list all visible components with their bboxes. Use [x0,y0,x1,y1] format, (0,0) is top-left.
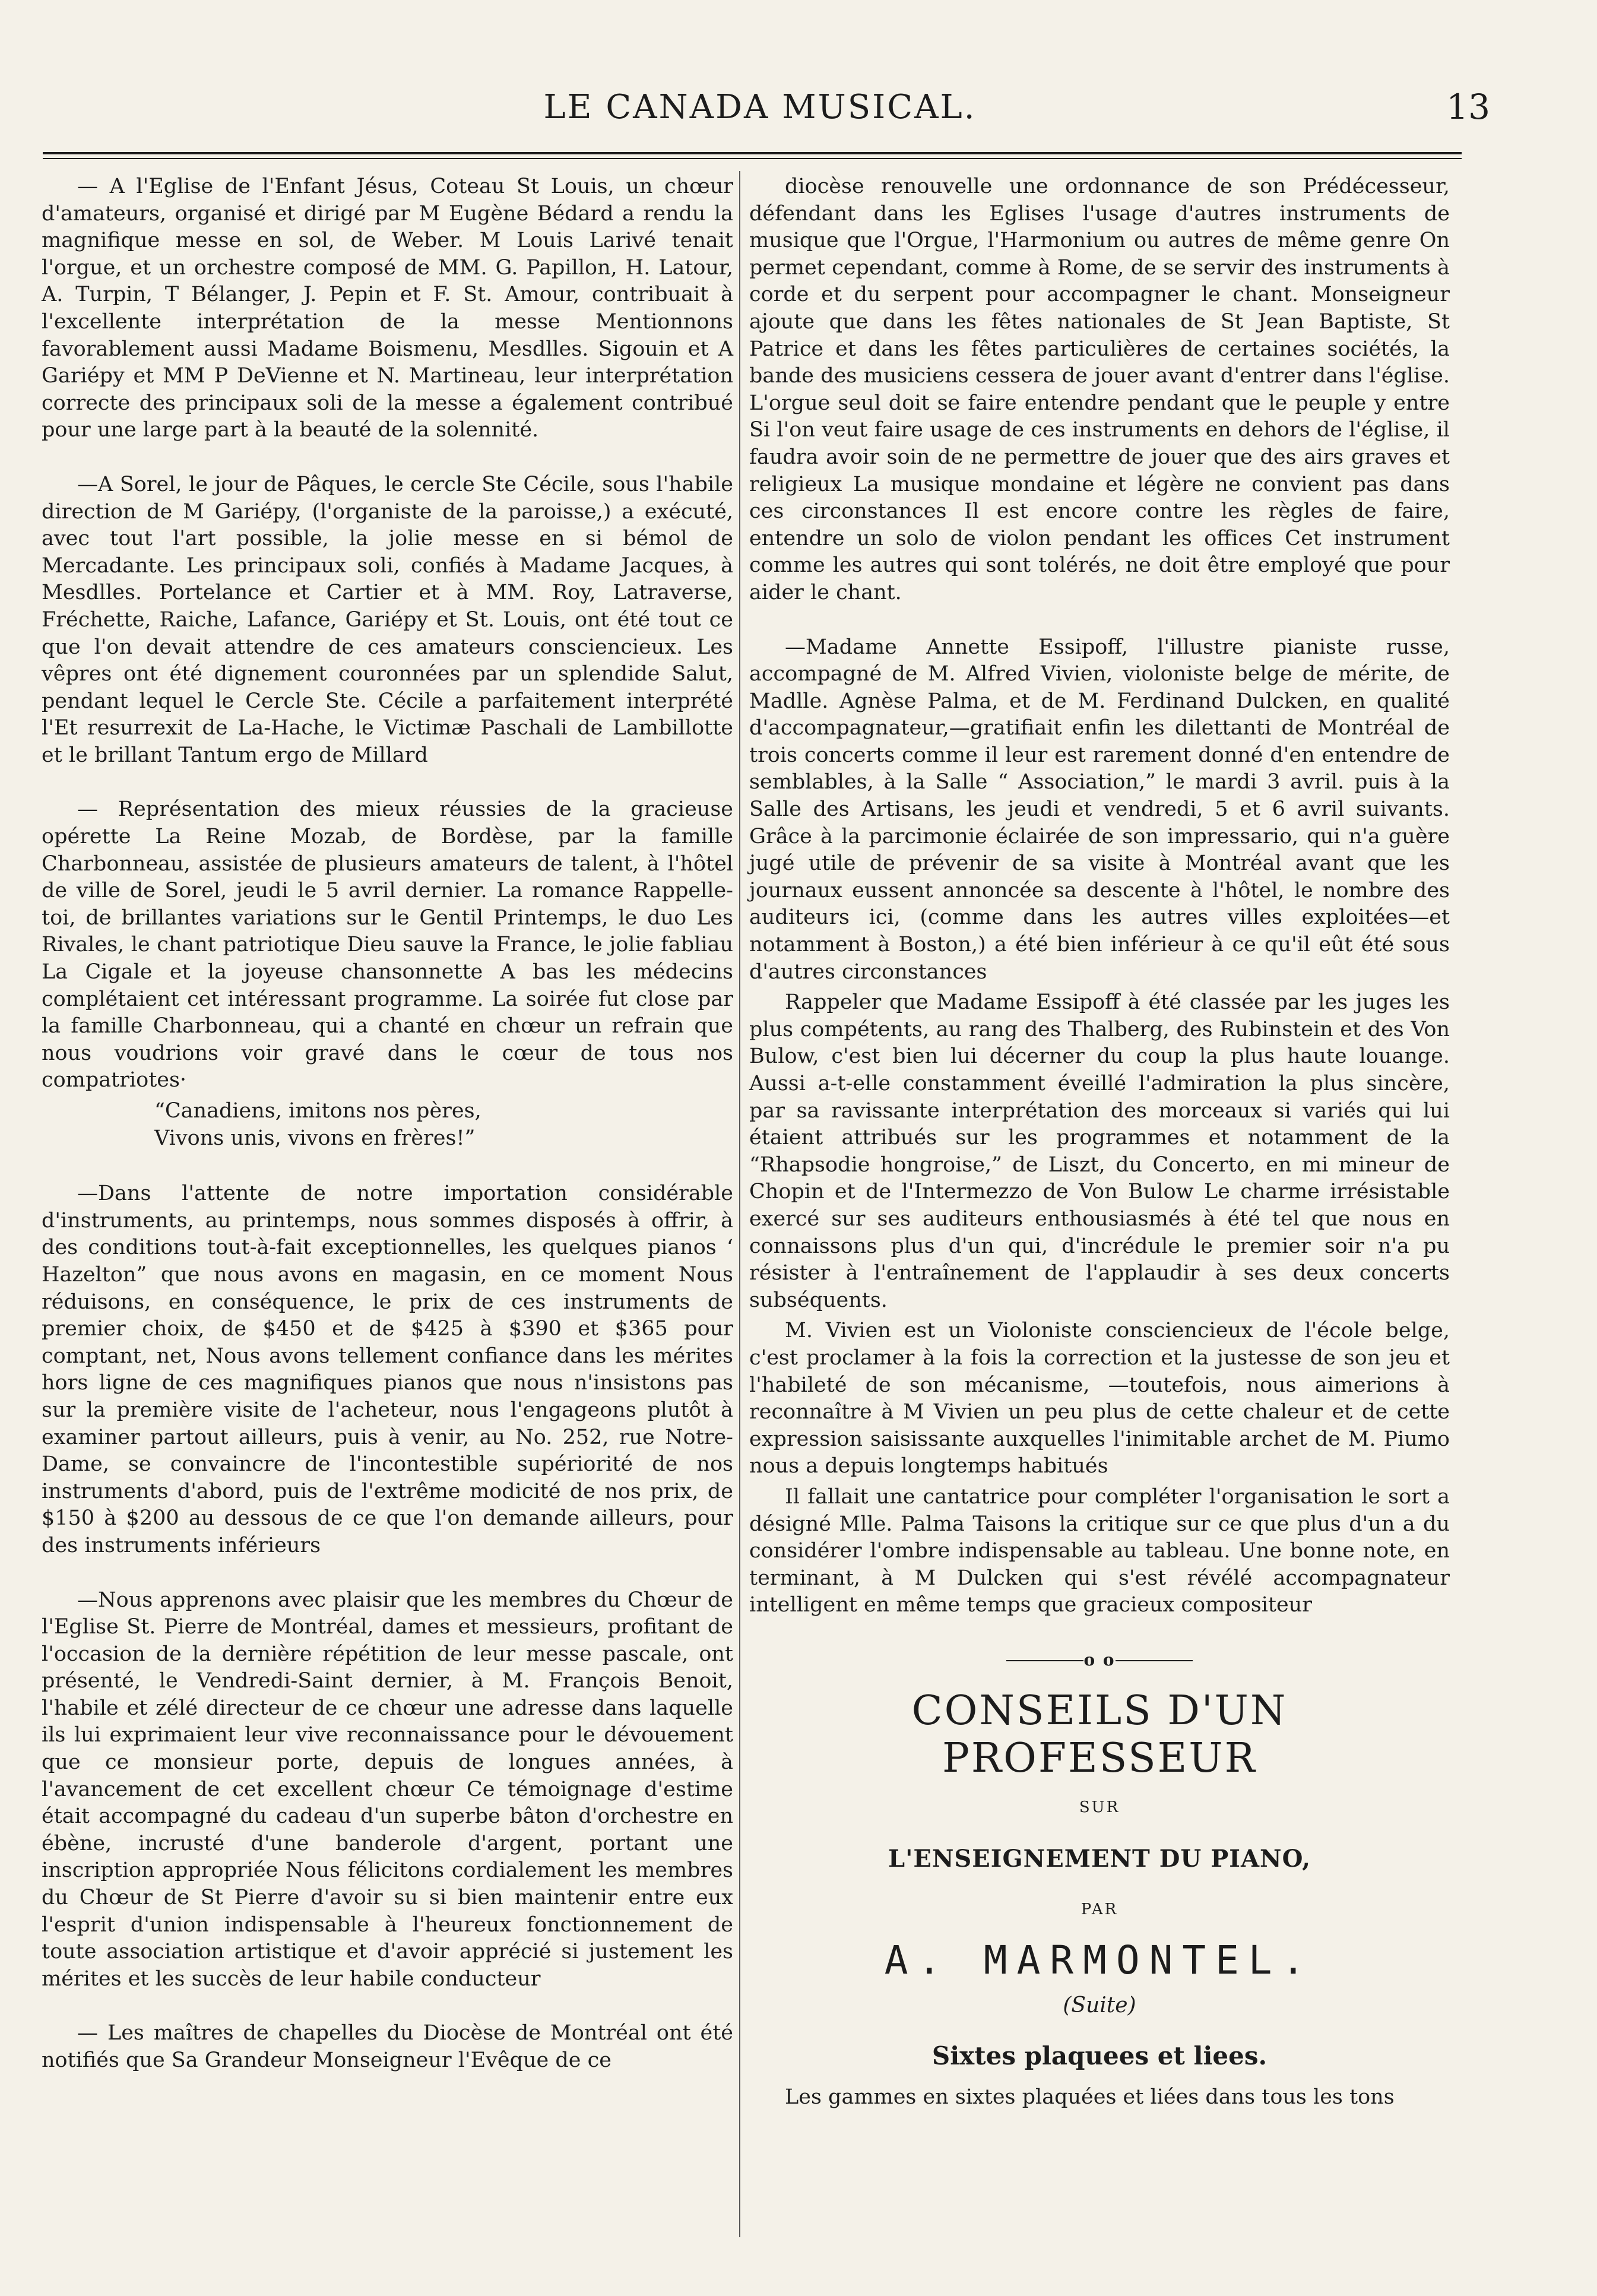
article-choeur-st-pierre: —Nous apprenons avec plaisir que les membres du Chœur de l'Eglise St. Pierre de Montréal, dames et messieurs, profitant de l'occasion de la dernière répétition de leur messe pascale, ont présenté, le Vendredi-Saint dernier, à M. François Benoit, l'habile et zélé directeur de ce chœur une adresse dans laquelle ils lui exprimaient leur vive reconnaissance pour le dévouement que ce monsieur porte, depuis de longues années, à l'avancement de cet excellent chœur Ce témoignage d'estime était accompagné du cadeau d'un superbe bâton d'orchestre en ébène, incrusté d'une banderole d'argent, portant une inscription appropriée Nous félicitons cordialement les membres du Chœur de St Pierre d'avoir su si bien maintenir entre eux l'esprit d'union indispensable à l'heureux fonctionnement de toute association artistique et d'avoir apprécié si justement les mérites et les succès de leur habile conducteur [42,1588,733,1991]
subsection-heading: Sixtes plaquees et liees. [931,2041,1268,2071]
article-reine-mozab: — Représentation des mieux réussies de la gracieuse opérette La Reine Mozab, de Bordèse, par la famille Charbonneau, assistée de plusieurs amateurs de talent, à l'hôtel de ville de Sorel, jeudi le 5 avril dernier. La romance Rappelle-toi, de brillantes variations sur le Gentil Printemps, le duo Les Rivales, le chant patriotique Dieu sauve la France, le jolie fabliau La Cigale et la joyeuse chansonnette A bas les médecins complétaient cet intéressant programme. La soirée fut close par la famille Charbonneau, qui a chanté en chœur un refrain que nous voudrions voir gravé dans le cœur de tous nos compatriotes· [42,797,733,1092]
section-sur: SUR [1079,1798,1120,1817]
article-vivien: M. Vivien est un Violoniste consciencieux de l'école belge, c'est proclamer à la fois la correction et la justesse de son jeu et l'habileté de son mécanisme, —toutefois, nous aimerions à reconnaître à M Vivien un peu plus de cette chaleur et de cette expression saisissante auxquelles l'inimitable archet de M. Piumo nous a depuis longtemps habitués [749,1319,1450,1478]
page-header [36,83,1490,127]
section-separator: o o [749,1646,1450,1674]
article-essipoff-louange: Rappeler que Madame Essipoff à été classée par les juges les plus compétents, au rang des Thalberg, des Rubinstein et des Von Bulow, c'est bien lui décerner du coup la plus haute louange. Aussi a-t-elle constamment éveillé l'admiration la plus sincère, par sa ravissante interprétation des morceaux si variés qui lui étaient attribués sur les programmes et notamment de la “Rhapsodie hongroise,” de Liszt, du Concerto, en mi mineur de Chopin et de l'Intermezzo de Von Bulow Le charme irrésistable exercé sur ses auditeurs enthousiasmés à été tel que nous en connaissons plus d'un qui, d'incrédule le premier soir n'a pu résister à l'entraînement de l'applaudir à ses deux concerts subséquents. [749,990,1450,1312]
subsection-text: Les gammes en sixtes plaquées et liées dans tous les tons [785,2085,1395,2110]
article-sorel-paques: —A Sorel, le jour de Pâques, le cercle Ste Cécile, sous l'habile direction de M Gariépy, (l'organiste de la paroisse,) a exécuté, avec tout l'art possible, la jolie messe en si bémol de Mercadante. Les principaux soli, confiés à Madame Jacques, à Mesdlles. Portelance et Cartier et à MM. Roy, Latraverse, Fréchette, Raiche, Lafance, Gariépy et St. Louis, ont été tout ce que l'on devait attendre de ces amateurs consciencieux. Les vêpres ont été dignement couronnées par un splendide Salut, pendant lequel le Cercle Ste. Cécile a parfaitement interprété l'Et resurrexit de La-Hache, le Victimæ Paschali de Lambillotte et le brillant Tantum ergo de Millard [42,472,733,767]
journal-title: LE CANADA MUSICAL. [543,88,977,126]
column-divider [739,171,740,2237]
page-number: 13 [1446,87,1490,127]
section-suite: (Suite) [1063,1993,1136,2018]
verse-line-2: Vivons unis, vivons en frères!” [154,1126,476,1150]
article-enfant-jesus: — A l'Eglise de l'Enfant Jésus, Coteau St Louis, un chœur d'amateurs, organisé et dirigé par M Eugène Bédard a rendu la magnifique messe en sol, de Weber. M Louis Larivé tenait l'orgue, et un orchestre composé de MM. G. Papillon, H. Latour, A. Turpin, T Bélanger, J. Pepin et F. St. Amour, contribuait à l'excellente interprétation de la messe Mentionnons favorablement aussi Madame Boismenu, Mesdlles. Sigouin et A Gariépy et MM P DeVienne et N. Martineau, leur interprétation correcte des principaux soli de la messe a également contribué pour une large part à la beauté de la solennité. [42,175,733,442]
right-column [749,173,1450,2139]
article-hazelton-pianos: —Dans l'attente de notre importation considérable d'instruments, au printemps, nous sommes disposés à offrir, à des conditions tout-à-fait exceptionnelles, les quelques pianos ‘ Hazelton” que nous avons en magasin, en ce moment Nous réduisons, en conséquence, le prix de ces instruments de premier choix, de $450 et de $425 à $390 et $365 pour comptant, net, Nous avons tellement confiance dans les mérites hors ligne de ces magnifiques pianos que nous n'insistons pas sur la première visite de l'acheteur, nous l'engageons plutôt à examiner partout ailleurs, puis à venir, au No. 252, rue Notre-Dame, se convaincre de l'incontestible supériorité de nos instruments d'abord, puis de l'extrême modicité de nos prix, de $150 à $200 au dessous de ce que l'on demande ailleurs, pour des instruments inférieurs [42,1182,733,1557]
left-column [42,173,733,2102]
article-palma-dulcken: Il fallait une cantatrice pour compléter l'organisation le sort a désigné Mlle. Palma Taisons la critique sur ce que plus d'un a du considérer l'ombre indispensable au tableau. Une bonne note, en terminant, à M Dulcken qui s'est révélé accompagnateur intelligent en même temps que gracieux compositeur [749,1484,1450,1617]
header-rule-thick [43,152,1462,154]
section-par: PAR [1080,1900,1118,1918]
verse-quote [42,1098,733,1152]
section-title: CONSEILS D'UN PROFESSEUR [911,1687,1288,1782]
section-subject: L'ENSEIGNEMENT DU PIANO, [888,1845,1311,1873]
header-rule-thin [43,158,1462,159]
article-ordonnance-continued: diocèse renouvelle une ordonnance de son Prédécesseur, défendant dans les Eglises l'usage d'autres instruments de musique que l'Orgue, l'Harmonium ou autres de même genre On permet cependant, comme à Rome, de se servir des instruments à corde et du serpent pour accompagner le chant. Monseigneur ajoute que dans les fêtes nationales de St Jean Baptiste, St Patrice et dans les fêtes particulières de certaines sociétés, la bande des musiciens cessera de jouer avant d'entrer dans l'église. L'orgue seul doit se faire entendre pendant que le peuple y entre Si l'on veut faire usage de ces instruments en dehors de l'église, il faudra avoir soin de ne permettre de jouer que des airs graves et religieux La musique mondaine et légère ne convient pas dans ces circonstances Il est encore contre les règles de faire, entendre un solo de violon pendant les offices Cet instrument comme les autres qui sont tolérés, ne doit être employé que pour aider le chant. [749,175,1450,604]
verse-line-1: “Canadiens, imitons nos pères, [154,1099,481,1123]
section-author: A. MARMONTEL. [884,1937,1315,1984]
article-maitres-chapelles: — Les maîtres de chapelles du Diocèse de Montréal ont été notifiés que Sa Grandeur Monseigneur l'Evêque de ce [42,2021,733,2072]
article-essipoff: —Madame Annette Essipoff, l'illustre pianiste russe, accompagné de M. Alfred Vivien, violoniste belge de mérite, de Madlle. Agnèse Palma, et de M. Ferdinand Dulcken, en qualité d'accompagnateur,—gratifiait enfin les dilettanti de Montréal de trois concerts comme il leur est rarement donné d'en entendre de semblables, à la Salle “ Association,” le mardi 3 avril. puis à la Salle des Artisans, les jeudi et vendredi, 5 et 6 avril suivants. Grâce à la parcimonie éclairée de son impressario, qui n'a guère jugé utile de prévenir de sa visite à Montréal avant que les journaux eussent annoncée sa descente à l'hôtel, le nombre des auditeurs ici, (comme dans les autres villes exploitées—et notamment à Boston,) a été bien inférieur à ce qu'il eût été sous d'autres circonstances [749,635,1450,984]
